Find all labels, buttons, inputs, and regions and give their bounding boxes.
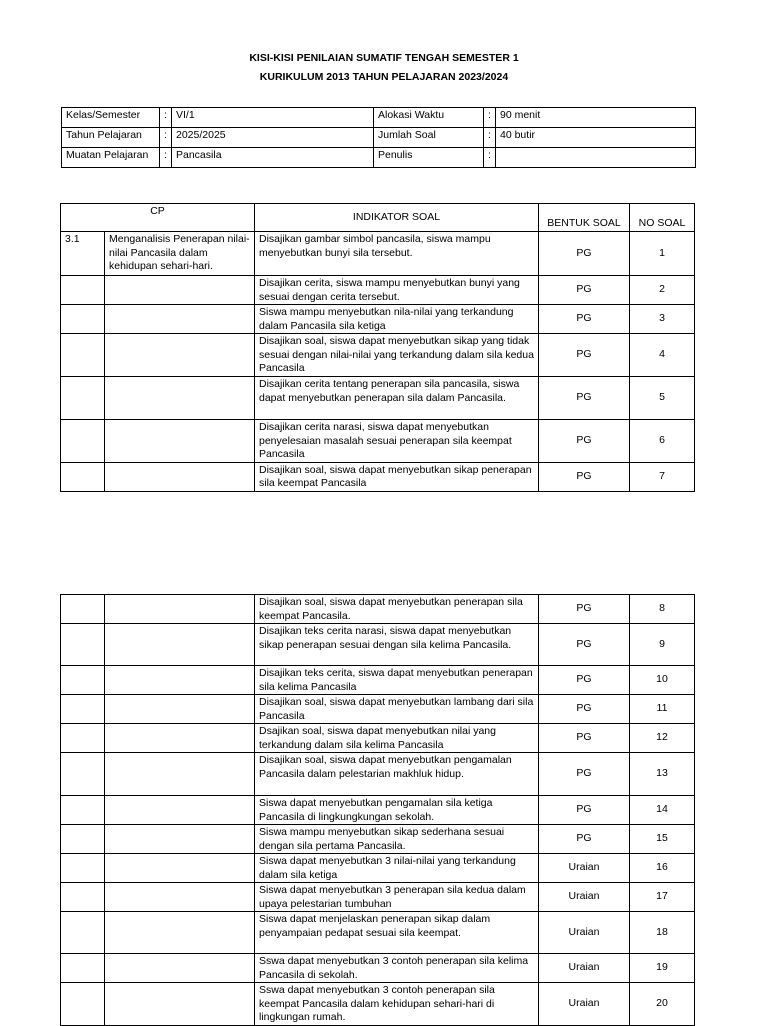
- header-no-soal: NO SOAL: [630, 204, 695, 232]
- table-header-row: [61, 204, 695, 232]
- colon: :: [160, 108, 172, 128]
- indikator-cell: Disajikan teks cerita narasi, siswa dapat menyebutkan sikap penerapan sesuai dengan sila kelima Pancasila.: [255, 624, 539, 666]
- no-soal-cell: 9: [630, 624, 695, 666]
- cp-description-cell: [105, 954, 255, 983]
- indikator-cell: Disajikan soal, siswa dapat menyebutkan lambang dari sila Pancasila: [255, 695, 539, 724]
- cp-description-cell: [105, 825, 255, 854]
- cp-code-cell: [61, 334, 105, 377]
- colon: :: [484, 128, 496, 148]
- no-soal-cell: 2: [630, 276, 695, 305]
- no-soal-cell: 17: [630, 883, 695, 912]
- info-row-tahun: [62, 128, 696, 148]
- kelas-value: VI/1: [172, 108, 374, 128]
- cp-code-cell: [61, 420, 105, 463]
- cp-code-cell: 3.1: [61, 232, 105, 276]
- header-indikator: INDIKATOR SOAL: [255, 204, 539, 232]
- jumlah-value: 40 butir: [496, 128, 696, 148]
- no-soal-cell: 14: [630, 796, 695, 825]
- no-soal-cell: 15: [630, 825, 695, 854]
- cp-code-cell: [61, 983, 105, 1026]
- document-subtitle: KURIKULUM 2013 TAHUN PELAJARAN 2023/2024: [259, 71, 509, 83]
- table-row: [61, 624, 695, 666]
- indikator-cell: Disajikan soal, siswa dapat menyebutkan sikap penerapan sila keempat Pancasila: [255, 462, 539, 491]
- cp-code-cell: [61, 796, 105, 825]
- cp-code-cell: [61, 305, 105, 334]
- bentuk-soal-cell: PG: [539, 753, 630, 796]
- table-row: [61, 420, 695, 463]
- bentuk-soal-cell: PG: [539, 825, 630, 854]
- indikator-cell: Disajikan soal, siswa dapat menyebutkan pengamalan Pancasila dalam pelestarian makhluk hidup.: [255, 753, 539, 796]
- cp-code-cell: [61, 753, 105, 796]
- table-row: [61, 377, 695, 420]
- table-row: [61, 954, 695, 983]
- indikator-cell: Sswa dapat menyebutkan 3 contoh penerapan sila keempat Pancasila dalam kehidupan sehari-hari di lingkungan rumah.: [255, 983, 539, 1026]
- cp-description-cell: [105, 724, 255, 753]
- indikator-cell: Siswa dapat menyebutkan pengamalan sila ketiga Pancasila di lingkungkungan sekolah.: [255, 796, 539, 825]
- bentuk-soal-cell: PG: [539, 462, 630, 491]
- indikator-cell: Sswa dapat menyebutkan 3 contoh penerapan sila kelima Pancasila di sekolah.: [255, 954, 539, 983]
- bentuk-soal-cell: Uraian: [539, 912, 630, 954]
- bentuk-soal-cell: PG: [539, 420, 630, 463]
- indikator-cell: Siswa dapat menjelaskan penerapan sikap dalam penyampaian pedapat sesuai sila keempat.: [255, 912, 539, 954]
- cp-code-cell: [61, 825, 105, 854]
- penulis-value: [496, 148, 696, 168]
- table-row: [61, 724, 695, 753]
- no-soal-cell: 3: [630, 305, 695, 334]
- table-row: [61, 305, 695, 334]
- header-bentuk-soal: BENTUK SOAL: [539, 204, 630, 232]
- cp-code-cell: [61, 624, 105, 666]
- cp-description-cell: [105, 624, 255, 666]
- table-row: [61, 595, 695, 624]
- bentuk-soal-cell: PG: [539, 305, 630, 334]
- colon: :: [160, 128, 172, 148]
- kisi-kisi-table-2: [60, 594, 695, 1026]
- no-soal-cell: 6: [630, 420, 695, 463]
- muatan-label: Muatan Pelajaran: [62, 148, 160, 168]
- cp-description-cell: [105, 854, 255, 883]
- table-row: [61, 695, 695, 724]
- indikator-cell: Disajikan gambar simbol pancasila, siswa mampu menyebutkan bunyi sila tersebut.: [255, 232, 539, 276]
- table-row: [61, 276, 695, 305]
- no-soal-cell: 18: [630, 912, 695, 954]
- no-soal-cell: 7: [630, 462, 695, 491]
- cp-description-cell: [105, 666, 255, 695]
- info-table: [61, 107, 696, 168]
- cp-code-cell: [61, 724, 105, 753]
- alokasi-label: Alokasi Waktu: [374, 108, 484, 128]
- bentuk-soal-cell: Uraian: [539, 883, 630, 912]
- kisi-kisi-table-1: [60, 203, 695, 492]
- indikator-cell: Disajikan teks cerita, siswa dapat menyebutkan penerapan sila kelima Pancasila: [255, 666, 539, 695]
- bentuk-soal-cell: PG: [539, 666, 630, 695]
- cp-description-cell: Menganalisis Penerapan nilai-nilai Pancasila dalam kehidupan sehari-hari.: [105, 232, 255, 276]
- colon: :: [160, 148, 172, 168]
- table-1-body: [61, 232, 695, 492]
- bentuk-soal-cell: Uraian: [539, 854, 630, 883]
- bentuk-soal-cell: PG: [539, 232, 630, 276]
- table-row: [61, 883, 695, 912]
- cp-description-cell: [105, 796, 255, 825]
- indikator-cell: Disajikan cerita, siswa mampu menyebutkan bunyi yang sesuai dengan cerita tersebut.: [255, 276, 539, 305]
- jumlah-label: Jumlah Soal: [374, 128, 484, 148]
- cp-code-cell: [61, 377, 105, 420]
- cp-code-cell: [61, 695, 105, 724]
- table-row: [61, 854, 695, 883]
- info-row-kelas: [62, 108, 696, 128]
- cp-description-cell: [105, 377, 255, 420]
- indikator-cell: Disajikan cerita narasi, siswa dapat menyebutkan penyelesaian masalah sesuai penerapan sila keempat Pancasila: [255, 420, 539, 463]
- table-row: [61, 912, 695, 954]
- no-soal-cell: 11: [630, 695, 695, 724]
- table-2-body: [61, 595, 695, 1026]
- no-soal-cell: 1: [630, 232, 695, 276]
- info-row-muatan: [62, 148, 696, 168]
- indikator-cell: Siswa dapat menyebutkan 3 penerapan sila kedua dalam upaya pelestarian tumbuhan: [255, 883, 539, 912]
- no-soal-cell: 12: [630, 724, 695, 753]
- penulis-label: Penulis: [374, 148, 484, 168]
- cp-description-cell: [105, 983, 255, 1026]
- cp-description-cell: [105, 305, 255, 334]
- bentuk-soal-cell: PG: [539, 334, 630, 377]
- bentuk-soal-cell: PG: [539, 796, 630, 825]
- header-cp: CP: [61, 204, 255, 232]
- muatan-value: Pancasila: [172, 148, 374, 168]
- cp-code-cell: [61, 883, 105, 912]
- cp-description-cell: [105, 276, 255, 305]
- cp-code-cell: [61, 854, 105, 883]
- indikator-cell: Disajikan cerita tentang penerapan sila pancasila, siswa dapat menyebutkan penerapan sila dalam Pancasila.: [255, 377, 539, 420]
- cp-description-cell: [105, 883, 255, 912]
- tahun-label: Tahun Pelajaran: [62, 128, 160, 148]
- table-row: [61, 796, 695, 825]
- indikator-cell: Siswa mampu menyebutkan nila-nilai yang terkandung dalam Pancasila sila ketiga: [255, 305, 539, 334]
- table-row: [61, 334, 695, 377]
- bentuk-soal-cell: Uraian: [539, 954, 630, 983]
- bentuk-soal-cell: PG: [539, 595, 630, 624]
- bentuk-soal-cell: PG: [539, 724, 630, 753]
- indikator-cell: Disajikan soal, siswa dapat menyebutkan penerapan sila keempat Pancasila.: [255, 595, 539, 624]
- colon: :: [484, 148, 496, 168]
- cp-code-cell: [61, 595, 105, 624]
- no-soal-cell: 13: [630, 753, 695, 796]
- indikator-cell: Dsajikan soal, siswa dapat menyebutkan nilai yang terkandung dalam sila kelima Pancasila: [255, 724, 539, 753]
- cp-code-cell: [61, 462, 105, 491]
- table-row: [61, 462, 695, 491]
- indikator-cell: Disajikan soal, siswa dapat menyebutkan sikap yang tidak sesuai dengan nilai-nilai yang terkandung dalam sila kedua Pancasila: [255, 334, 539, 377]
- cp-code-cell: [61, 912, 105, 954]
- bentuk-soal-cell: PG: [539, 377, 630, 420]
- alokasi-value: 90 menit: [496, 108, 696, 128]
- cp-description-cell: [105, 912, 255, 954]
- no-soal-cell: 20: [630, 983, 695, 1026]
- cp-description-cell: [105, 420, 255, 463]
- cp-description-cell: [105, 695, 255, 724]
- bentuk-soal-cell: PG: [539, 276, 630, 305]
- cp-description-cell: [105, 595, 255, 624]
- bentuk-soal-cell: PG: [539, 695, 630, 724]
- no-soal-cell: 8: [630, 595, 695, 624]
- colon: :: [484, 108, 496, 128]
- cp-code-cell: [61, 276, 105, 305]
- no-soal-cell: 10: [630, 666, 695, 695]
- table-row: [61, 666, 695, 695]
- bentuk-soal-cell: PG: [539, 624, 630, 666]
- cp-code-cell: [61, 954, 105, 983]
- table-row: [61, 753, 695, 796]
- document-title: KISI-KISI PENILAIAN SUMATIF TENGAH SEMESTER 1: [249, 52, 519, 64]
- kelas-label: Kelas/Semester: [62, 108, 160, 128]
- indikator-cell: Siswa dapat menyebutkan 3 nilai-nilai yang terkandung dalam sila ketiga: [255, 854, 539, 883]
- no-soal-cell: 5: [630, 377, 695, 420]
- table-row: [61, 232, 695, 276]
- no-soal-cell: 16: [630, 854, 695, 883]
- indikator-cell: Siswa mampu menyebutkan sikap sederhana sesuai dengan sila pertama Pancasila.: [255, 825, 539, 854]
- cp-code-cell: [61, 666, 105, 695]
- cp-description-cell: [105, 753, 255, 796]
- cp-description-cell: [105, 334, 255, 377]
- tahun-value: 2025/2025: [172, 128, 374, 148]
- table-row: [61, 825, 695, 854]
- cp-description-cell: [105, 462, 255, 491]
- table-row: [61, 983, 695, 1026]
- no-soal-cell: 4: [630, 334, 695, 377]
- bentuk-soal-cell: Uraian: [539, 983, 630, 1026]
- no-soal-cell: 19: [630, 954, 695, 983]
